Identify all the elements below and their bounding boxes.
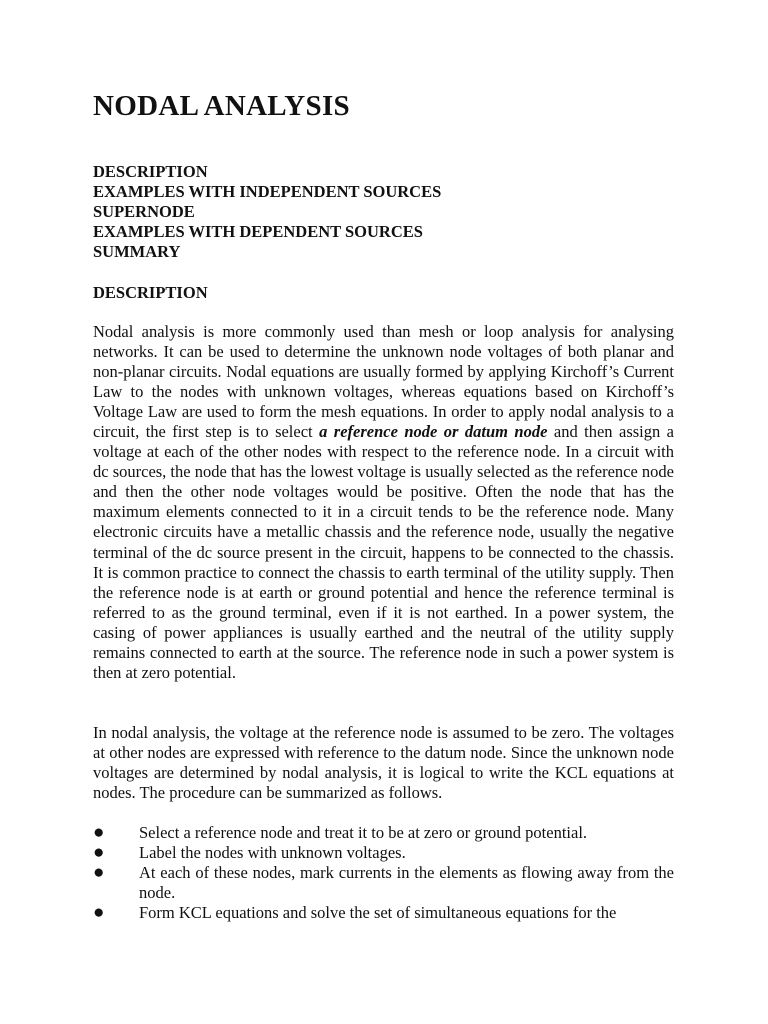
toc-item-supernode: SUPERNODE [93,202,195,221]
list-item-text: At each of these nodes, mark currents in the elements as flowing away from the node. [139,863,674,903]
paragraph-text-end: and then assign a voltage at each of the other nodes with respect to the reference node. In a circuit with dc sources, the node that has the lowest voltage is usually selected as the reference node and then the other node voltages would be positive. Often the node that has the maximum elements connected to it in a circuit tends to be the reference node. Many electronic circuits have a metallic chassis and the reference node, usually the negative terminal of the dc source present in the circuit, happens to be connected to the chassis. It is common practice to connect the chassis to earth terminal of the utility supply. Then the reference node is at earth or ground potential and hence the reference terminal is referred to as the ground terminal, even if it is not earthed. In a power system, the casing of power appliances is usually earthed and the neutral of the utility supply remains connected to earth at the source. The reference node in such a power system is then at zero potential. [93,422,675,682]
list-item [93,903,674,923]
toc-item-dependent-sources: EXAMPLES WITH DEPENDENT SOURCES [93,222,423,241]
bullet-icon: ● [93,842,105,864]
page-title: NODAL ANALYSIS [93,90,350,122]
list-item [93,843,674,863]
toc-item-summary: SUMMARY [93,242,181,261]
bullet-icon: ● [93,862,105,884]
toc-item-description: DESCRIPTION [93,162,208,181]
section-heading-description: DESCRIPTION [93,283,208,302]
table-of-contents [93,162,441,262]
paragraph-nodal-procedure: In nodal analysis, the voltage at the reference node is assumed to be zero. The voltages at other nodes are expressed with reference to the datum node. Since the unknown node voltages are determined by nodal analysis, it is logical to write the KCL equations at nodes. The procedure can be summarized as follows. [93,723,674,803]
paragraph-description [93,322,674,683]
emphasis-reference-node: a reference node or datum node [319,422,548,442]
list-item [93,823,674,843]
list-item-text: Form KCL equations and solve the set of simultaneous equations for the [139,903,617,923]
list-item [93,863,674,903]
paragraph-text-start: Nodal analysis is more commonly used than mesh or loop analysis for analysing networks. It can be used to determine the unknown node voltages of both planar and non-planar circuits. Nodal equations are usually formed by applying Kirchoff’s Current Law to the nodes with unknown voltages, whereas equations based on Kirchoff’s Voltage Law are used to form the mesh equations. In order to apply nodal analysis to a circuit, the first step is to select [93,322,674,442]
procedure-list [93,823,674,923]
bullet-icon: ● [93,822,105,843]
bullet-icon: ● [93,902,105,924]
list-item-text: Label the nodes with unknown voltages. [139,843,406,863]
list-item-text: Select a reference node and treat it to be at zero or ground potential. [139,823,588,842]
toc-item-independent-sources: EXAMPLES WITH INDEPENDENT SOURCES [93,182,442,201]
